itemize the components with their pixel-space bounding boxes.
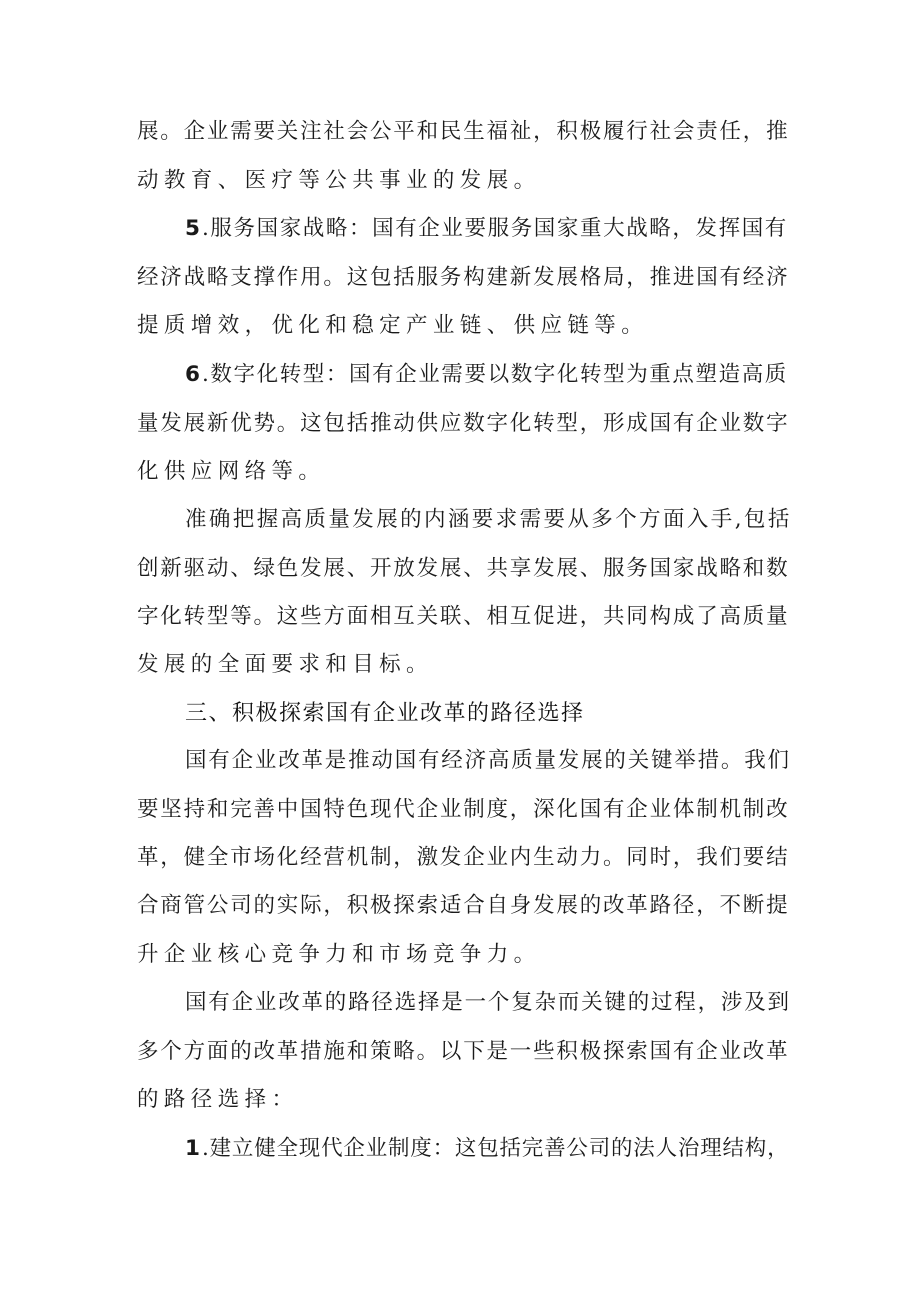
item-number: 1 bbox=[185, 1136, 202, 1161]
text-line bbox=[185, 213, 788, 245]
text-line: 多个方面的改革措施和策略。以下是一些积极探索国有企业改革 bbox=[137, 1039, 790, 1064]
text-line: 经济战略支撑作用。这包括服务构建新发展格局，推进国有经济 bbox=[137, 265, 790, 290]
text-line: 准确把握高质量发展的内涵要求需要从多个方面入手,包括 bbox=[185, 507, 792, 532]
text-line: 升企业核心竞争力和市场竞争力。 bbox=[137, 942, 541, 967]
item-number: 6 bbox=[185, 362, 202, 387]
heading-text: 三、积极探索国有企业改革的路径选择 bbox=[185, 701, 585, 726]
item-number: 5 bbox=[185, 216, 202, 241]
item-text: .服务国家战略：国有企业要服务国家重大战略，发挥国有 bbox=[201, 216, 788, 241]
item-text: .数字化转型：国有企业需要以数字化转型为重点塑造高质 bbox=[201, 362, 788, 387]
text-line: 字化转型等。这些方面相互关联、相互促进，共同构成了高质量 bbox=[137, 604, 790, 629]
text-line: 合商管公司的实际，积极探索适合自身发展的改革路径，不断提 bbox=[137, 893, 790, 918]
text-line: 国有企业改革是推动国有经济高质量发展的关键举措。我们 bbox=[185, 748, 791, 773]
text-line bbox=[185, 1133, 789, 1165]
text-line bbox=[185, 359, 788, 391]
text-line: 革，健全市场化经营机制，激发企业内生动力。同时，我们要结 bbox=[137, 845, 790, 870]
text-line: 展。企业需要关注社会公平和民生福祉，积极履行社会责任，推 bbox=[137, 119, 790, 144]
text-line: 化供应网络等。 bbox=[137, 459, 326, 484]
text-line: 创新驱动、绿色发展、开放发展、共享发展、服务国家战略和数 bbox=[137, 556, 790, 581]
item-text: .建立健全现代企业制度：这包括完善公司的法人治理结构， bbox=[201, 1136, 790, 1161]
text-line: 发展的全面要求和目标。 bbox=[137, 652, 433, 677]
text-line: 量发展新优势。这包括推动供应数字化转型，形成国有企业数字 bbox=[137, 411, 790, 436]
text-line: 的路径选择： bbox=[137, 1087, 299, 1112]
text-line: 要坚持和完善中国特色现代企业制度，深化国有企业体制机制改 bbox=[137, 797, 790, 822]
text-line: 动教育、医疗等公共事业的发展。 bbox=[137, 168, 541, 193]
text-line: 提质增效，优化和稳定产业链、供应链等。 bbox=[137, 313, 649, 338]
text-line: 国有企业改革的路径选择是一个复杂而关键的过程，涉及到 bbox=[185, 990, 791, 1015]
